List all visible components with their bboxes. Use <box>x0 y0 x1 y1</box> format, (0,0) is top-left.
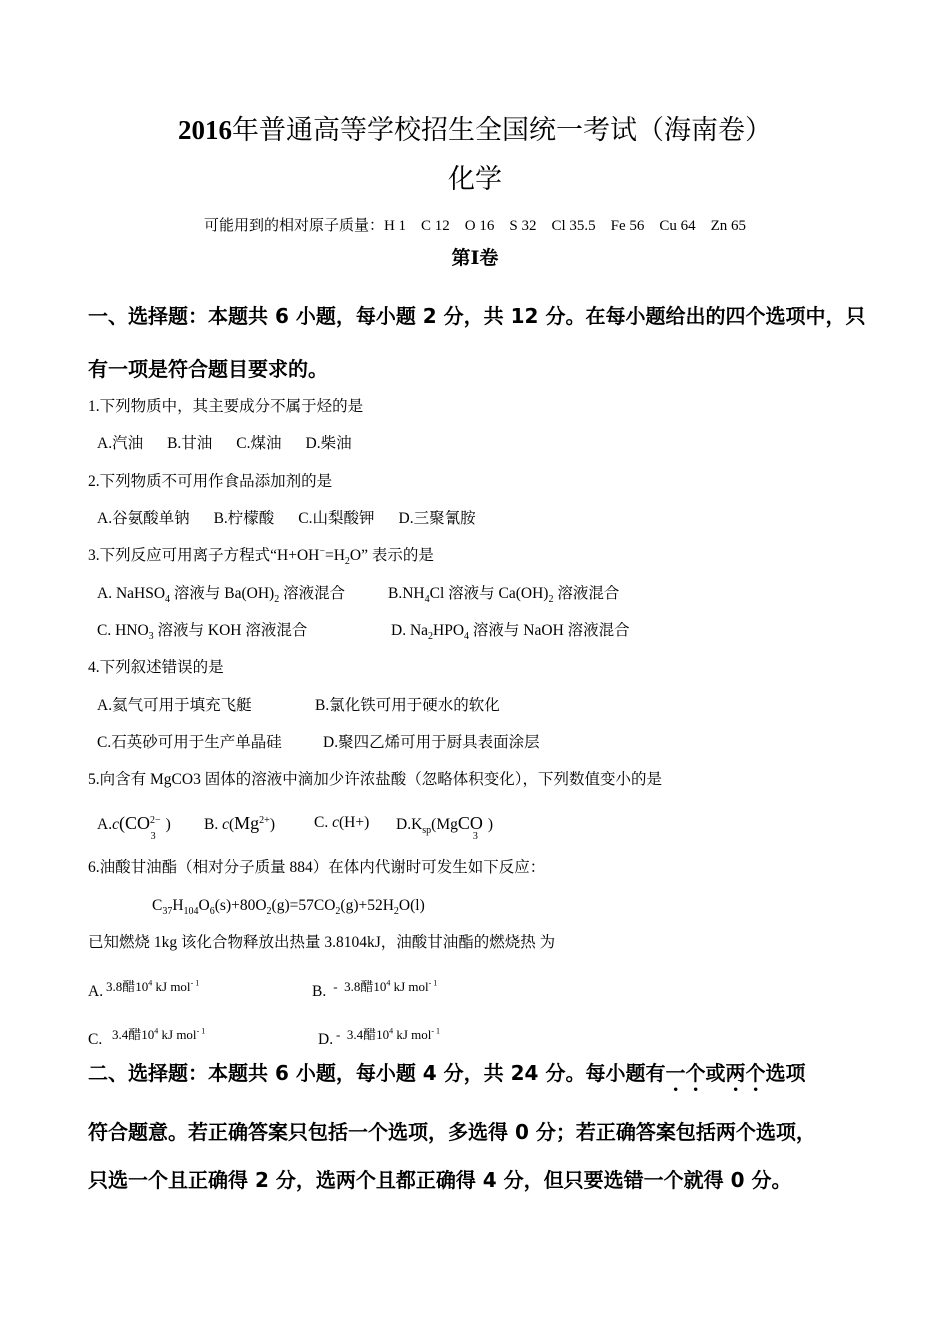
text: - 3.8醋10 <box>330 979 387 994</box>
text: kJ mol <box>158 1027 197 1042</box>
question-6-option-c-value <box>112 1025 205 1045</box>
text: D.K <box>396 816 423 833</box>
emphasis-text: 一个 <box>665 1061 706 1085</box>
superscript: 2+ <box>259 814 270 826</box>
subject-heading: 化学 <box>448 164 502 194</box>
text: 溶液混合 <box>279 585 346 602</box>
text: (g)+52H <box>340 897 394 914</box>
text: A. NaHSO <box>97 585 166 602</box>
minus-sup: − <box>319 545 325 557</box>
text: A. <box>97 816 113 833</box>
question-2-option-d: D.三聚氰胺 <box>398 510 476 527</box>
question-3-stem-part: O” 表示的是 <box>349 547 434 564</box>
text: ) <box>269 816 275 833</box>
text: kJ mol <box>390 979 429 994</box>
superscript: - 1 <box>196 1026 206 1036</box>
combustion-equation <box>152 896 425 916</box>
question-5-option-b <box>204 813 275 835</box>
question-1-options <box>97 434 376 454</box>
question-4-option-a: A.氦气可用于填充飞艇 <box>97 697 252 714</box>
superscript: - 1 <box>428 978 438 988</box>
subscript: 4 <box>464 631 470 643</box>
question-5-stem: 5.向含有 MgCO3 固体的溶液中滴加少许浓盐酸（忽略体积变化），下列数值变小的是 <box>88 771 662 788</box>
text: D. Na <box>391 622 429 639</box>
subscript: 2 <box>274 594 280 606</box>
text: O(l) <box>398 897 425 914</box>
question-2-option-b: B.柠檬酸 <box>213 510 275 527</box>
exam-year: 2016 <box>178 115 232 145</box>
exam-title-text: 年普通高等学校招生全国统一考试（海南卷） <box>232 115 772 145</box>
question-3-option-d <box>391 621 630 641</box>
text: Mg <box>234 813 260 833</box>
text: Cl 溶液与 Ca(OH) <box>429 585 549 602</box>
question-3-stem-part: 3.下列反应可用离子方程式“H+OH <box>88 547 320 564</box>
question-1-option-c: C.煤油 <box>236 435 282 452</box>
text: C <box>152 897 163 914</box>
question-5-option-c <box>314 813 369 833</box>
text: kJ mol <box>393 1027 432 1042</box>
subscript: 3 <box>150 831 156 843</box>
superscript: 4 <box>148 978 153 988</box>
emphasis-text: 两个 <box>725 1061 766 1085</box>
question-6-option-d-label: D. <box>318 1031 334 1048</box>
text: ) <box>165 816 171 833</box>
text: kJ mol <box>152 979 191 994</box>
text: c <box>332 814 339 831</box>
superscript: 4 <box>386 978 391 988</box>
text: 或 <box>705 1061 726 1085</box>
superscript: 4 <box>154 1026 159 1036</box>
volume-heading: 第Ⅰ卷 <box>451 248 499 269</box>
question-4-option-c: C.石英砂可用于生产单晶硅 <box>97 734 282 751</box>
text: 溶液与 KOH 溶液混合 <box>153 622 308 639</box>
text: 选项 <box>765 1061 806 1085</box>
question-6-option-a-value <box>106 977 199 997</box>
question-6-option-c-label: C. <box>88 1031 103 1048</box>
question-2-option-c: C.山梨酸钾 <box>298 510 375 527</box>
question-1-option-a: A.汽油 <box>97 435 144 452</box>
question-4-option-d: D.聚四乙烯可用于厨具表面涂层 <box>323 734 540 751</box>
subscript: sp <box>422 825 432 837</box>
text: C. <box>314 814 333 831</box>
text: c <box>112 816 119 833</box>
subscript: 6 <box>209 906 215 918</box>
text: 溶液与 Ba(OH) <box>170 585 275 602</box>
text: B. <box>204 816 223 833</box>
subscript: 4 <box>424 594 430 606</box>
question-3-stem-part: =H <box>324 547 345 564</box>
text: CO <box>124 813 150 833</box>
question-4-option-b: B.氯化铁可用于硬水的软化 <box>315 697 500 714</box>
text: (H+) <box>338 814 370 831</box>
question-2-option-a: A.谷氨酸单钠 <box>97 510 190 527</box>
question-6-stem: 6.油酸甘油酯（相对分子质量 884）在体内代谢时可发生如下反应： <box>88 859 546 876</box>
subscript: 2 <box>393 906 399 918</box>
subscript: 3 <box>472 831 478 843</box>
question-6-condition: 已知燃烧 1kg 该化合物释放出热量 3.8104kJ，油酸甘油酯的燃烧热 为 <box>88 934 556 951</box>
question-5-option-a <box>97 813 171 843</box>
text: HPO <box>433 622 465 639</box>
text: 溶液与 NaOH 溶液混合 <box>469 622 630 639</box>
text: H <box>172 897 184 914</box>
question-1-stem: 1.下列物质中，其主要成分不属于烃的是 <box>88 398 364 415</box>
text: c <box>222 816 229 833</box>
exam-title <box>0 112 950 148</box>
question-6-option-b-value <box>330 977 437 997</box>
section-2-line-2: 符合题意。若正确答案只包括一个选项，多选得 0 分；若正确答案包括两个选项， <box>88 1120 816 1144</box>
subscript: 3 <box>148 631 154 643</box>
question-4-stem: 4.下列叙述错误的是 <box>88 659 224 676</box>
subscript: 4 <box>165 594 171 606</box>
question-6-option-b-label: B. <box>312 983 327 1000</box>
subscript: 2 <box>428 631 434 643</box>
subscript: 104 <box>183 906 199 918</box>
text: 二、选择题：本题共 6 小题，每小题 4 分，共 24 分。每小题有 <box>88 1061 666 1085</box>
question-6-option-a-label: A. <box>88 983 104 1000</box>
section-2-line-1 <box>88 1058 868 1096</box>
question-3-stem <box>88 546 434 566</box>
text: (Mg <box>431 816 458 833</box>
question-1-option-b: B.甘油 <box>167 435 213 452</box>
atomic-masses-note: 可能用到的相对原子质量：H 1 C 12 O 16 S 32 Cl 35.5 Fe 56 Cu 64 Zn 65 <box>203 218 747 234</box>
question-3-option-c <box>97 621 307 641</box>
text: 溶液混合 <box>553 585 620 602</box>
question-6-option-d-value <box>336 1025 440 1045</box>
text: ) <box>487 816 494 833</box>
question-3-option-b <box>388 584 619 604</box>
text: B.NH <box>388 585 425 602</box>
section-1-instructions: 一、选择题：本题共 6 小题，每小题 2 分，共 12 分。在每小题给出的四个选项中，只有一项是符合题目要求的。 <box>88 304 866 381</box>
question-3-option-a <box>97 584 345 604</box>
question-2-options <box>97 509 500 529</box>
subscript: 2 <box>344 556 350 568</box>
superscript: 4 <box>389 1026 394 1036</box>
text: (s)+80O <box>214 897 267 914</box>
text: O <box>198 897 210 914</box>
question-2-stem: 2.下列物质不可用作食品添加剂的是 <box>88 473 333 490</box>
text: 3.8醋10 <box>106 979 149 994</box>
superscript: - 1 <box>190 978 200 988</box>
question-1-option-d: D.柴油 <box>305 435 352 452</box>
question-5-option-d <box>396 813 494 843</box>
text: ( <box>118 813 125 833</box>
text: - 3.4醋10 <box>336 1027 390 1042</box>
text: 3.4醋10 <box>112 1027 155 1042</box>
text: CO <box>457 813 483 833</box>
subscript: 2 <box>335 906 341 918</box>
subscript: 2 <box>548 594 554 606</box>
section-2-line-3: 只选一个且正确得 2 分，选两个且都正确得 4 分，但只要选错一个就得 0 分。 <box>88 1168 792 1192</box>
text: ( <box>228 816 235 833</box>
subscript: 2 <box>266 906 272 918</box>
subscript: 37 <box>162 906 173 918</box>
superscript: - 1 <box>431 1026 441 1036</box>
text: (g)=57CO <box>271 897 336 914</box>
text: C. HNO <box>97 622 149 639</box>
superscript: 2− <box>149 814 161 826</box>
